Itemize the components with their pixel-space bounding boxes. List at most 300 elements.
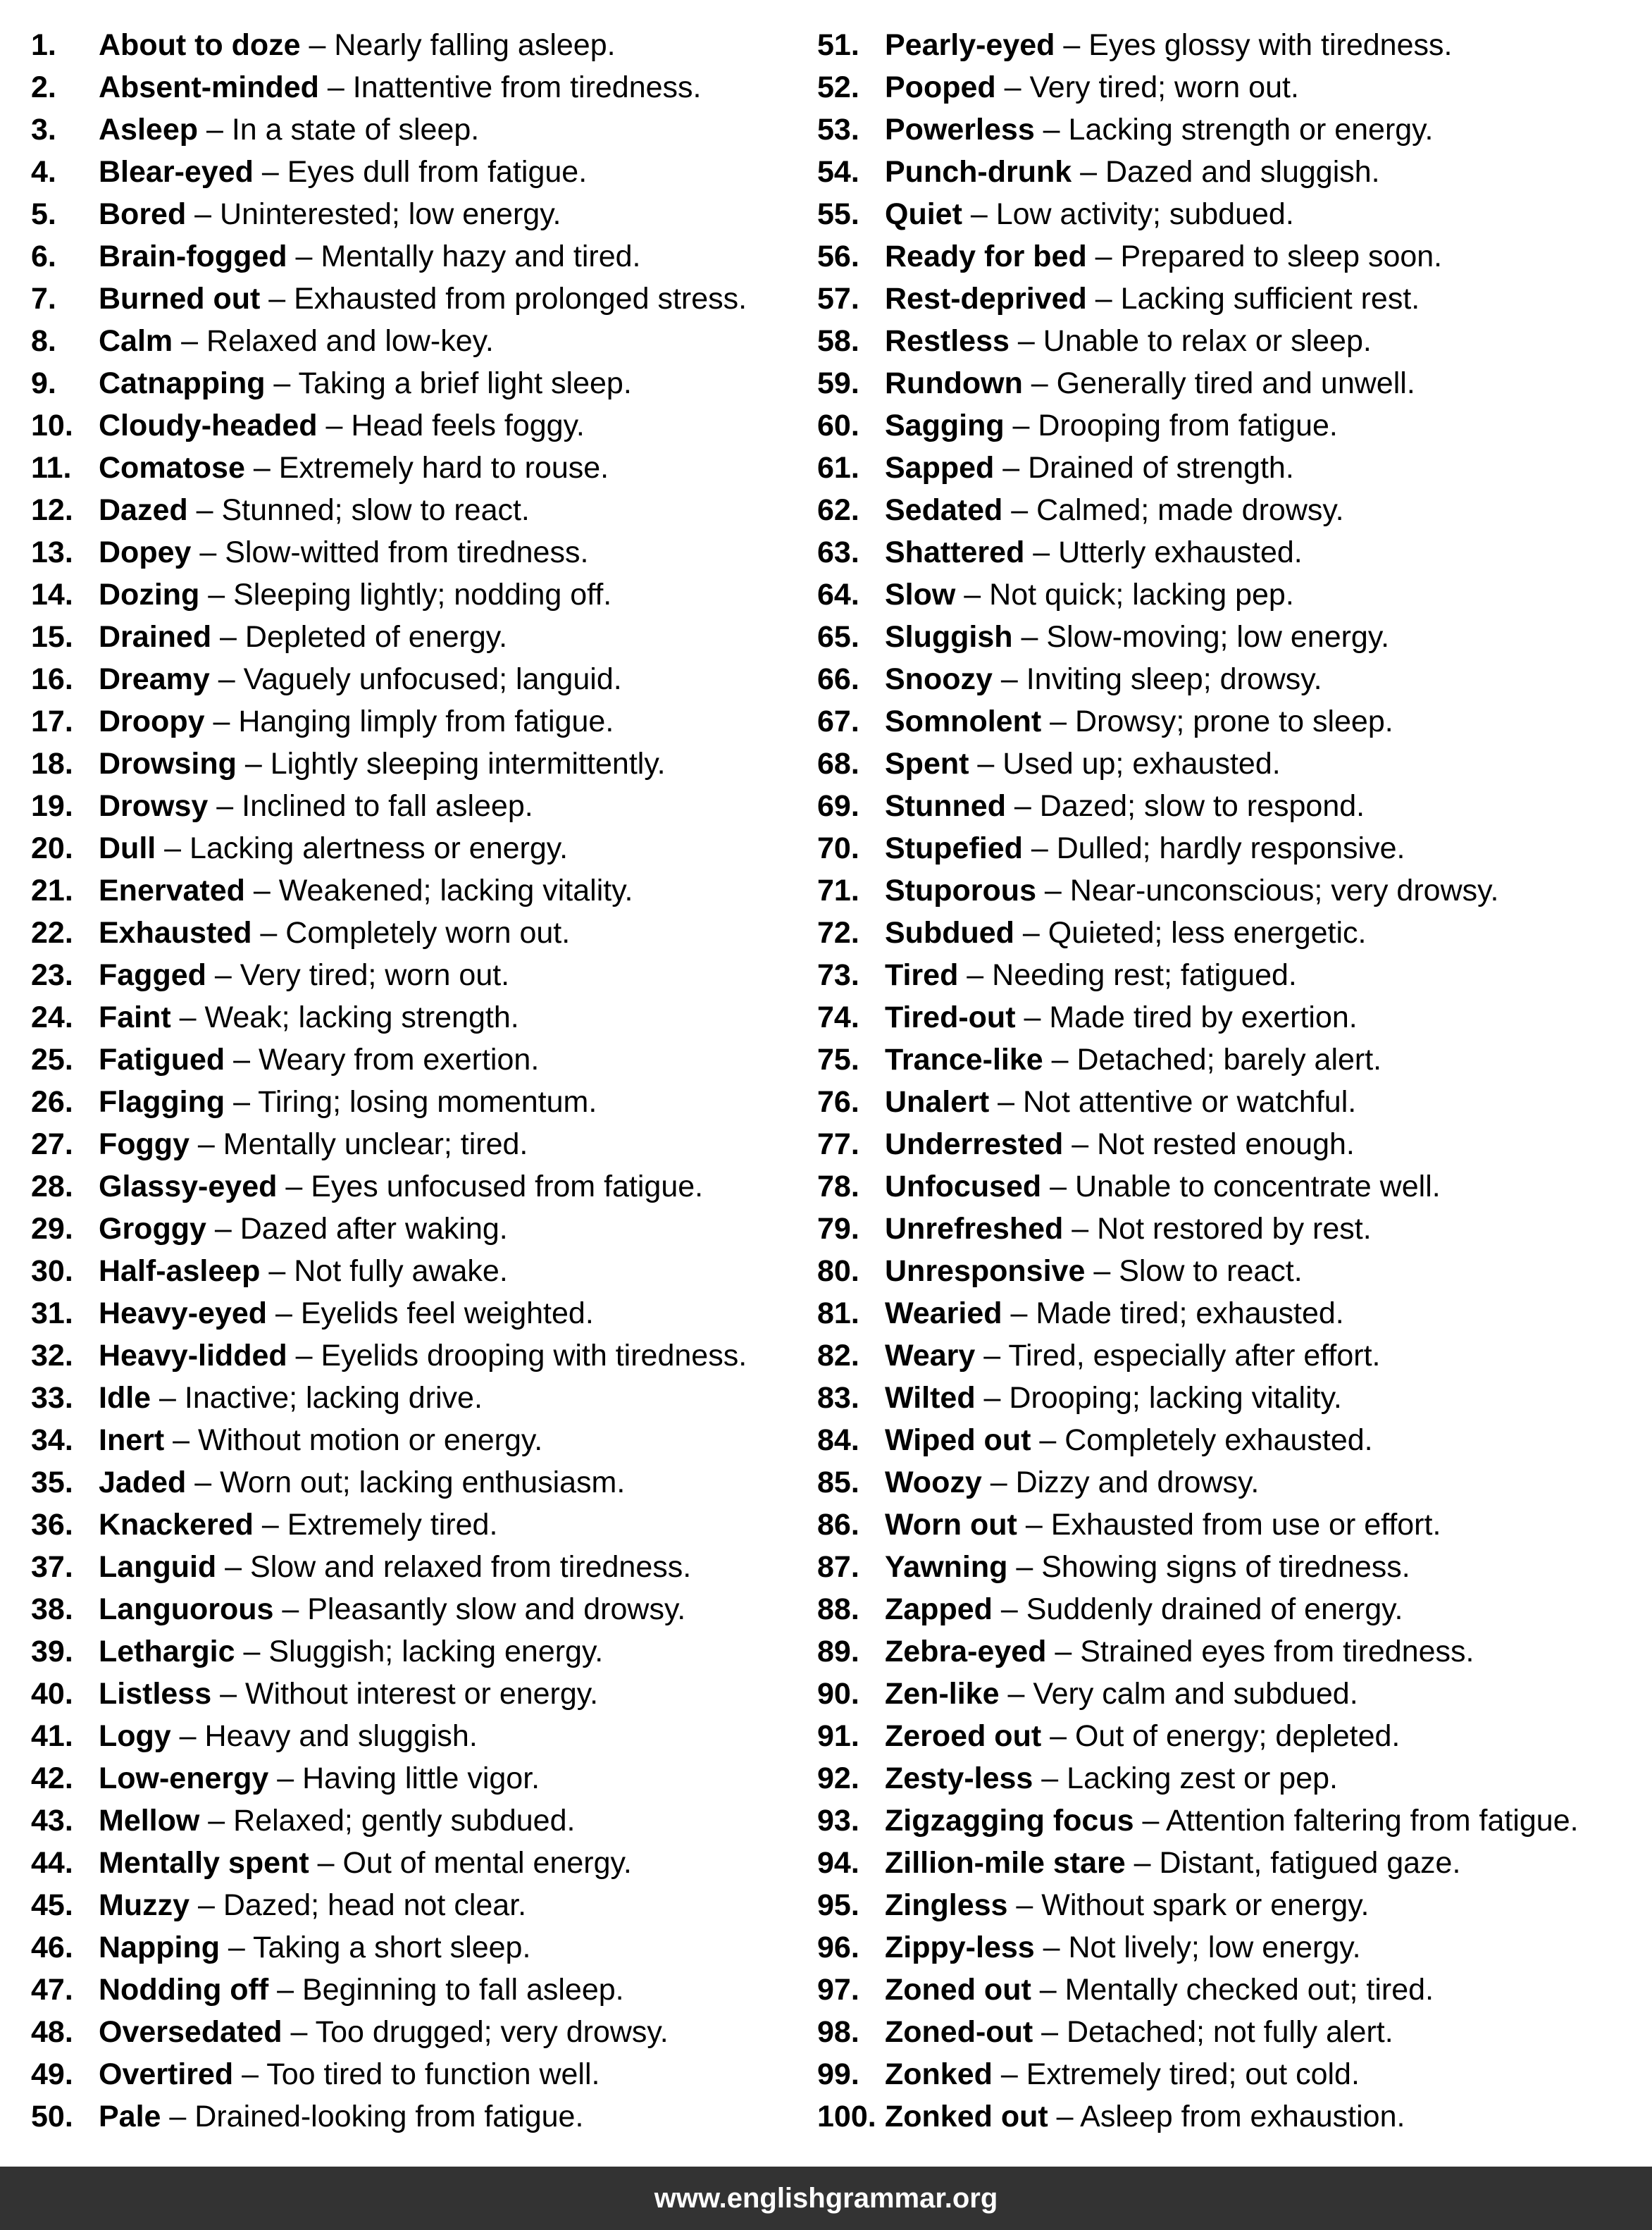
item-definition: Vaguely unfocused; languid. <box>243 662 622 696</box>
item-term: Knackered <box>99 1508 254 1542</box>
item-number: 40. <box>31 1677 73 1711</box>
item-text <box>885 658 1322 700</box>
item-definition: Showing signs of tiredness. <box>1041 1550 1410 1584</box>
item-definition: Quieted; less energetic. <box>1048 916 1367 950</box>
item-definition: Drooping; lacking vitality. <box>1009 1381 1342 1415</box>
item-text <box>99 616 507 658</box>
item-term: Zeroed out <box>885 1719 1042 1753</box>
item-number: 92. <box>817 1761 859 1795</box>
list-item <box>31 1800 792 1842</box>
item-definition: Inviting sleep; drowsy. <box>1026 662 1322 696</box>
item-definition: Drowsy; prone to sleep. <box>1074 705 1393 738</box>
item-separator: – <box>1046 1635 1081 1668</box>
item-number: 99. <box>817 2057 859 2091</box>
item-term: Zippy-less <box>885 1931 1035 1964</box>
item-term: About to doze <box>99 28 301 62</box>
item-term: Stupefied <box>885 831 1023 865</box>
item-text <box>885 1969 1434 2011</box>
item-number: 64. <box>817 578 859 612</box>
item-separator: – <box>170 1719 205 1753</box>
item-term: Enervated <box>99 874 245 908</box>
item-definition: Tiring; losing momentum. <box>258 1085 597 1119</box>
item-definition: Eyes unfocused from fatigue. <box>311 1170 704 1203</box>
item-text <box>99 2011 669 2053</box>
item-text <box>885 531 1303 574</box>
item-text <box>99 1039 539 1081</box>
item-separator: – <box>287 1339 321 1373</box>
item-number: 23. <box>31 958 73 992</box>
list-item <box>31 1292 792 1334</box>
item-number: 6. <box>31 240 56 273</box>
item-term: Mentally spent <box>99 1846 309 1880</box>
list-item <box>31 1165 792 1208</box>
item-number: 61. <box>817 451 859 485</box>
list-item <box>31 827 792 869</box>
list-item <box>817 362 1648 404</box>
list-item <box>817 1504 1648 1546</box>
item-text <box>885 66 1299 109</box>
item-separator: – <box>962 197 996 231</box>
item-definition: Slow and relaxed from tiredness. <box>250 1550 692 1584</box>
item-number: 25. <box>31 1043 73 1077</box>
item-text <box>885 489 1344 531</box>
item-definition: Weary from exertion. <box>258 1043 540 1077</box>
item-text <box>885 785 1365 827</box>
item-number: 29. <box>31 1212 73 1246</box>
item-number: 84. <box>817 1423 859 1457</box>
item-term: Low-energy <box>99 1761 269 1795</box>
item-definition: Too tired to function well. <box>266 2057 600 2091</box>
item-number: 28. <box>31 1170 73 1203</box>
item-text <box>885 1630 1474 1673</box>
item-text <box>99 1504 497 1546</box>
item-separator: – <box>999 1677 1033 1711</box>
item-term: Zoned-out <box>885 2015 1033 2049</box>
item-separator: – <box>309 1846 343 1880</box>
item-number: 100. <box>817 2100 876 2133</box>
list-item <box>31 531 792 574</box>
list-item <box>31 1250 792 1292</box>
item-definition: Needing rest; fatigued. <box>992 958 1297 992</box>
item-separator: – <box>191 535 225 569</box>
item-term: Slow <box>885 578 956 612</box>
item-number: 86. <box>817 1508 859 1542</box>
item-separator: – <box>173 324 206 358</box>
item-term: Wilted <box>885 1381 976 1415</box>
item-term: Unrefreshed <box>885 1212 1064 1246</box>
item-separator: – <box>317 409 352 442</box>
item-term: Wearied <box>885 1296 1002 1330</box>
item-text <box>885 1588 1403 1630</box>
item-separator: – <box>198 113 232 147</box>
item-term: Fagged <box>99 958 206 992</box>
item-number: 77. <box>817 1127 859 1161</box>
item-separator: – <box>1007 1888 1042 1922</box>
item-separator: – <box>1015 1001 1050 1034</box>
item-text <box>99 1800 575 1842</box>
list-item <box>31 109 792 151</box>
list-item <box>31 193 792 235</box>
item-number: 38. <box>31 1592 73 1626</box>
item-definition: Unable to relax or sleep. <box>1043 324 1372 358</box>
item-text <box>99 362 632 404</box>
item-number: 60. <box>817 409 859 442</box>
item-text <box>885 954 1297 996</box>
item-text <box>99 1630 603 1673</box>
item-definition: Inclined to fall asleep. <box>242 789 533 823</box>
item-number: 17. <box>31 705 73 738</box>
item-term: Glassy-eyed <box>99 1170 278 1203</box>
item-term: Dopey <box>99 535 192 569</box>
list-item <box>817 616 1648 658</box>
item-number: 56. <box>817 240 859 273</box>
list-item <box>31 1884 792 1926</box>
item-definition: Made tired by exertion. <box>1049 1001 1358 1034</box>
item-separator: – <box>236 747 271 781</box>
item-definition: Not fully awake. <box>294 1254 508 1288</box>
item-separator: – <box>216 1550 251 1584</box>
item-number: 96. <box>817 1931 859 1964</box>
item-term: Quiet <box>885 197 962 231</box>
item-term: Rest-deprived <box>885 282 1087 316</box>
list-item <box>31 574 792 616</box>
item-text <box>885 1039 1381 1081</box>
item-definition: Relaxed; gently subdued. <box>233 1804 576 1838</box>
item-text <box>99 1588 685 1630</box>
item-separator: – <box>277 1170 311 1203</box>
item-number: 63. <box>817 535 859 569</box>
item-text <box>99 1334 747 1377</box>
item-definition: Slow-witted from tiredness. <box>225 535 589 569</box>
item-definition: Extremely tired. <box>287 1508 498 1542</box>
list-item <box>817 1630 1648 1673</box>
list-item <box>817 743 1648 785</box>
item-definition: Dizzy and drowsy. <box>1015 1466 1260 1499</box>
item-term: Unresponsive <box>885 1254 1086 1288</box>
list-item <box>817 235 1648 278</box>
item-number: 49. <box>31 2057 73 2091</box>
list-item <box>817 109 1648 151</box>
item-number: 46. <box>31 1931 73 1964</box>
item-number: 11. <box>31 451 72 485</box>
item-separator: – <box>1034 113 1069 147</box>
item-separator: – <box>1034 1931 1069 1964</box>
item-definition: Exhausted from prolonged stress. <box>294 282 747 316</box>
list-item <box>31 658 792 700</box>
item-term: Zen-like <box>885 1677 1000 1711</box>
item-definition: Depleted of energy. <box>244 620 508 654</box>
list-item <box>31 1673 792 1715</box>
item-text <box>885 1419 1373 1461</box>
item-text <box>99 278 747 320</box>
item-separator: – <box>1017 1508 1051 1542</box>
item-separator: – <box>253 155 287 189</box>
item-term: Groggy <box>99 1212 206 1246</box>
item-text <box>99 489 530 531</box>
item-definition: Drooping from fatigue. <box>1038 409 1338 442</box>
item-term: Zesty-less <box>885 1761 1033 1795</box>
item-number: 52. <box>817 70 859 104</box>
item-definition: Lacking alertness or energy. <box>190 831 569 865</box>
item-number: 10. <box>31 409 73 442</box>
list-item <box>817 1334 1648 1377</box>
item-separator: – <box>992 662 1026 696</box>
item-text <box>885 827 1405 869</box>
item-term: Zebra-eyed <box>885 1635 1047 1668</box>
item-term: Wiped out <box>885 1423 1031 1457</box>
list-item <box>31 700 792 743</box>
item-text <box>99 658 622 700</box>
list-item <box>817 320 1648 362</box>
item-text <box>99 2095 583 2138</box>
item-term: Zonked <box>885 2057 993 2091</box>
list-item <box>817 1165 1648 1208</box>
item-text <box>885 1208 1372 1250</box>
list-item <box>817 1588 1648 1630</box>
item-definition: Mentally unclear; tired. <box>223 1127 528 1161</box>
item-number: 50. <box>31 2100 73 2133</box>
item-text <box>885 1757 1338 1800</box>
item-definition: Out of mental energy. <box>342 1846 632 1880</box>
item-definition: Slow to react. <box>1119 1254 1303 1288</box>
item-term: Lethargic <box>99 1635 235 1668</box>
item-number: 43. <box>31 1804 73 1838</box>
item-separator: – <box>233 2057 267 2091</box>
item-term: Zonked out <box>885 2100 1048 2133</box>
item-definition: Near-unconscious; very drowsy. <box>1069 874 1499 908</box>
list-item <box>817 2011 1648 2053</box>
item-text <box>885 1546 1410 1588</box>
item-definition: Dazed after waking. <box>240 1212 508 1246</box>
item-text <box>885 996 1358 1039</box>
item-term: Mellow <box>99 1804 200 1838</box>
item-term: Faint <box>99 1001 171 1034</box>
item-number: 91. <box>817 1719 859 1753</box>
item-term: Blear-eyed <box>99 155 254 189</box>
item-separator: – <box>989 1085 1023 1119</box>
item-term: Zillion-mile stare <box>885 1846 1126 1880</box>
item-number: 8. <box>31 324 56 358</box>
list-item <box>817 1673 1648 1715</box>
item-definition: Prepared to sleep soon. <box>1120 240 1443 273</box>
item-text <box>99 1715 478 1757</box>
list-item <box>31 1334 792 1377</box>
item-term: Dazed <box>99 493 188 527</box>
item-definition: Attention faltering from fatigue. <box>1165 1804 1579 1838</box>
item-separator: – <box>253 1508 287 1542</box>
item-definition: Uninterested; low energy. <box>220 197 561 231</box>
item-term: Unfocused <box>885 1170 1042 1203</box>
item-separator: – <box>204 705 239 738</box>
item-number: 97. <box>817 1973 859 2007</box>
item-number: 70. <box>817 831 859 865</box>
item-term: Burned out <box>99 282 261 316</box>
item-number: 12. <box>31 493 73 527</box>
item-definition: Hanging limply from fatigue. <box>238 705 614 738</box>
item-number: 39. <box>31 1635 73 1668</box>
list-item <box>817 531 1648 574</box>
item-term: Sapped <box>885 451 995 485</box>
list-item <box>817 1292 1648 1334</box>
list-item <box>31 278 792 320</box>
item-text <box>99 743 666 785</box>
list-item <box>31 1969 792 2011</box>
list-item <box>817 1757 1648 1800</box>
list-item <box>817 869 1648 912</box>
item-term: Sedated <box>885 493 1003 527</box>
item-definition: Stunned; slow to react. <box>221 493 530 527</box>
item-definition: Taking a brief light sleep. <box>298 366 632 400</box>
item-text <box>885 362 1415 404</box>
item-number: 26. <box>31 1085 73 1119</box>
word-list-left-column <box>31 24 792 2138</box>
item-definition: Without motion or energy. <box>198 1423 543 1457</box>
list-item <box>817 489 1648 531</box>
item-text <box>885 235 1442 278</box>
item-separator: – <box>273 1592 308 1626</box>
item-number: 75. <box>817 1043 859 1077</box>
item-number: 68. <box>817 747 859 781</box>
item-separator: – <box>1012 620 1047 654</box>
item-number: 83. <box>817 1381 859 1415</box>
item-number: 66. <box>817 662 859 696</box>
item-text <box>885 1123 1355 1165</box>
item-separator: – <box>189 1127 223 1161</box>
item-definition: Extremely hard to rouse. <box>278 451 609 485</box>
item-text <box>885 1884 1369 1926</box>
list-item <box>817 1419 1648 1461</box>
item-text <box>99 912 570 954</box>
item-term: Heavy-eyed <box>99 1296 268 1330</box>
item-definition: Tired, especially after effort. <box>1008 1339 1381 1373</box>
item-definition: Head feels foggy. <box>351 409 585 442</box>
item-term: Asleep <box>99 113 199 147</box>
item-definition: Not attentive or watchful. <box>1022 1085 1357 1119</box>
item-separator: – <box>1086 240 1121 273</box>
item-separator: – <box>1041 1719 1075 1753</box>
item-number: 62. <box>817 493 859 527</box>
item-text <box>885 912 1367 954</box>
item-definition: Suddenly drained of energy. <box>1026 1592 1403 1626</box>
item-separator: – <box>219 1931 254 1964</box>
item-text <box>99 1757 540 1800</box>
item-term: Nodding off <box>99 1973 269 2007</box>
item-number: 98. <box>817 2015 859 2049</box>
item-number: 4. <box>31 155 56 189</box>
item-definition: Dulled; hardly responsive. <box>1056 831 1405 865</box>
list-item <box>817 1123 1648 1165</box>
item-separator: – <box>211 1677 245 1711</box>
list-item <box>817 1926 1648 1969</box>
item-definition: Without spark or energy. <box>1041 1888 1370 1922</box>
item-text <box>99 785 533 827</box>
item-text <box>99 1250 508 1292</box>
item-number: 22. <box>31 916 73 950</box>
list-item <box>817 1250 1648 1292</box>
item-text <box>885 1673 1358 1715</box>
item-separator: – <box>300 28 335 62</box>
item-definition: Eyelids feel weighted. <box>300 1296 594 1330</box>
item-term: Sagging <box>885 409 1005 442</box>
item-definition: Lacking zest or pep. <box>1067 1761 1338 1795</box>
item-term: Trance-like <box>885 1043 1043 1077</box>
item-number: 79. <box>817 1212 859 1246</box>
item-number: 72. <box>817 916 859 950</box>
item-definition: Strained eyes from tiredness. <box>1080 1635 1474 1668</box>
item-term: Catnapping <box>99 366 266 400</box>
item-number: 67. <box>817 705 859 738</box>
item-number: 32. <box>31 1339 73 1373</box>
list-item <box>817 1800 1648 1842</box>
item-definition: Weak; lacking strength. <box>204 1001 519 1034</box>
item-text <box>99 827 568 869</box>
item-text <box>885 574 1294 616</box>
item-separator: – <box>1063 1212 1098 1246</box>
item-text <box>885 616 1389 658</box>
item-separator: – <box>1125 1846 1160 1880</box>
list-item <box>31 1208 792 1250</box>
item-definition: Very tired; worn out. <box>240 958 510 992</box>
item-definition: Generally tired and unwell. <box>1056 366 1415 400</box>
item-separator: – <box>994 451 1029 485</box>
item-term: Shattered <box>885 535 1025 569</box>
item-term: Comatose <box>99 451 245 485</box>
item-text <box>885 278 1420 320</box>
item-number: 14. <box>31 578 73 612</box>
list-item <box>31 1461 792 1504</box>
item-separator: – <box>225 1043 259 1077</box>
list-item <box>31 1546 792 1588</box>
item-number: 30. <box>31 1254 73 1288</box>
item-term: Yawning <box>885 1550 1008 1584</box>
list-item <box>31 869 792 912</box>
footer-bar <box>0 2167 1652 2230</box>
list-item <box>817 1546 1648 1588</box>
item-text <box>99 1969 624 2011</box>
footer-website-url: www.englishgrammar.org <box>654 2182 998 2214</box>
item-text <box>885 1800 1579 1842</box>
item-separator: – <box>1063 1127 1098 1161</box>
item-text <box>99 1292 594 1334</box>
item-text <box>885 151 1380 193</box>
item-separator: – <box>1036 874 1070 908</box>
item-term: Drowsing <box>99 747 237 781</box>
item-definition: Unable to concentrate well. <box>1075 1170 1441 1203</box>
list-item <box>31 1377 792 1419</box>
item-text <box>885 1504 1441 1546</box>
item-number: 76. <box>817 1085 859 1119</box>
item-text <box>99 24 616 66</box>
item-separator: – <box>1007 1550 1042 1584</box>
item-text <box>99 109 479 151</box>
item-separator: – <box>1086 282 1121 316</box>
list-item <box>817 278 1648 320</box>
list-item <box>31 151 792 193</box>
item-term: Spent <box>885 747 969 781</box>
list-item <box>817 1969 1648 2011</box>
item-text <box>99 235 640 278</box>
item-term: Dull <box>99 831 156 865</box>
item-number: 33. <box>31 1381 73 1415</box>
item-definition: Not quick; lacking pep. <box>989 578 1294 612</box>
item-separator: – <box>251 916 286 950</box>
list-item <box>817 785 1648 827</box>
item-number: 42. <box>31 1761 73 1795</box>
item-term: Drowsy <box>99 789 209 823</box>
item-definition: Dazed and sluggish. <box>1105 155 1380 189</box>
item-term: Zigzagging focus <box>885 1804 1134 1838</box>
item-number: 90. <box>817 1677 859 1711</box>
